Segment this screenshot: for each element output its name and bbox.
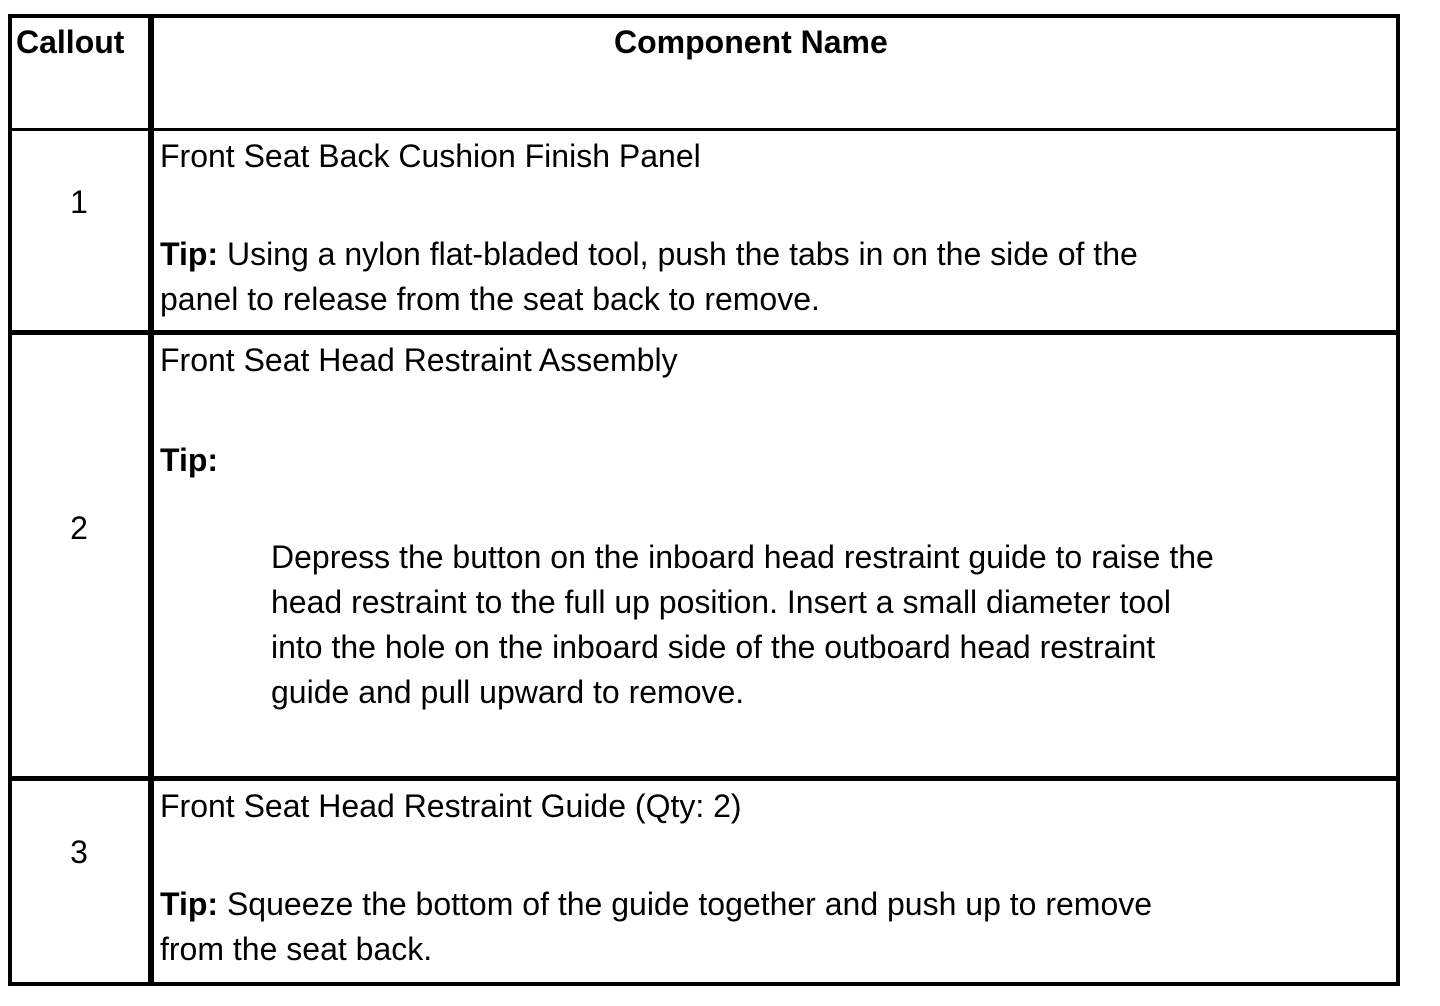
tip-text-line: into the hole on the inboard side of the outboard head restraint — [271, 629, 1156, 665]
tip-text-line: head restraint to the full up position. Insert a small diameter tool — [271, 584, 1172, 620]
row-divider-2 — [8, 776, 1400, 781]
tip-text-line: from the seat back. — [160, 931, 433, 967]
component-name: Front Seat Head Restraint Guide (Qty: 2) — [160, 788, 742, 824]
callout-number: 2 — [70, 510, 88, 546]
tip-text-line: Depress the button on the inboard head restraint guide to raise the — [271, 539, 1214, 575]
callout-number: 1 — [70, 184, 88, 220]
tip-text-line: Using a nylon flat-bladed tool, push the tabs in on the side of the — [218, 236, 1138, 272]
header-callout: Callout — [16, 24, 125, 60]
component-table — [8, 14, 1400, 986]
tip-text-line: Squeeze the bottom of the guide together and push up to remove — [218, 886, 1153, 922]
tip-label: Tip: — [160, 236, 219, 272]
component-name: Front Seat Back Cushion Finish Panel — [160, 138, 701, 174]
row-divider-1 — [8, 330, 1400, 335]
table-border-right — [1396, 14, 1400, 986]
component-name: Front Seat Head Restraint Assembly — [160, 342, 678, 378]
tip-text-line: panel to release from the seat back to remove. — [160, 281, 820, 317]
table-border-top — [8, 14, 1400, 18]
tip-label: Tip: — [160, 442, 219, 478]
table-border-bottom — [8, 982, 1400, 986]
header-component-name: Component Name — [614, 24, 888, 60]
component-tip — [160, 882, 1152, 927]
tip-text-line: guide and pull upward to remove. — [271, 674, 745, 710]
component-tip — [160, 232, 1138, 277]
tip-label: Tip: — [160, 886, 219, 922]
callout-number: 3 — [70, 834, 88, 870]
row-divider-header — [8, 128, 1400, 131]
